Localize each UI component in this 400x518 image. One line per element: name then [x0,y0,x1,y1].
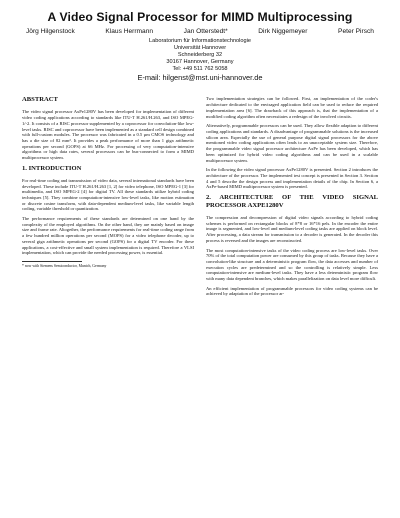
footnote: * now with Siemens Semiconductor, Munich, Germany [22,263,107,268]
right-column [206,96,378,301]
paragraph: Two implementation strategies can be followed. First, an implementation of the coder's architecture dedicated to the envisaged application field can be used to reduce the required implementation area [6]. The drawback of this approach is, that the implementation of a modified coding algorithm often necessitates a redesign of the involved circuits. [206,96,378,119]
author: Jörg Hilgenstock [26,28,75,35]
paragraph: The compression and decompression of digital video signals according to hybrid coding schemes is performed on rectangular blocks of 8*8 or 16*16 pels. In the encoder the entire image is segmented, and low-level and medium-level coding tasks are applied on block level. After processing, a data stream for transmission to a decoder is generated. In the decoder this process is reversed and the images are reconstructed. [206,215,378,243]
email-address: E-mail: hilgenst@mst.uni-hannover.de [137,73,263,83]
footnote-divider [22,261,82,262]
body-columns [22,96,378,301]
paper-title: A Video Signal Processor for MIMD Multiprocessing [47,10,353,24]
paragraph: In the following the video signal processor AxPe1280V is presented. Section 2 introduces the architecture of the processor. The implemented test concept is presented in Section 3. Section 4 and 5 describe the design process and implementation details of the chip. In Section 6, a AxPe-based MIMD multiprocessor system is presented. [206,167,378,190]
abstract-text: The video signal processor AxPe1280V has been developed for implementation of different video coding applications according to standards like ITU-T H.261/H.263, and ISO MPEG-1/-2. It consists of a RISC processor supplemented by a coprocessor for convolution-like low-level tasks. RISC and coprocessor have been implemented as a standard cell design combined with full-custom modules. The processor was fabricated in a 0.5 µm CMOS technology and has a die size of 82 mm². It provides a peak performance of more than 1 giga arithmetic operations per second (GOPS) at 66 MHz. For processing of very computation-intensive algorithms or high data rates, several processors can be bus-connected to form a MIMD multiprocessor system. [22,109,194,161]
author: Jan Otterstedt* [183,28,228,35]
affiliation-line: Laboratorium für Informationstechnologie [149,38,251,44]
affiliation-line: Schneiderberg 32 [177,52,223,59]
author: Klaus Herrmann [105,28,154,35]
paragraph: The most computation-intensive tasks of the video coding process are low-level tasks. Over 70% of the total computation power are consumed by this group of tasks. Because they have a convolution-like structure and a deterministic program flow, the data accesses and number of execution cycles are predetermined and so the controlling is relatively simple. Less computation-intensive are medium-level tasks. They have a less deterministic program flow with many data dependent branches, which makes parallelization on data level more difficult. [206,247,378,282]
paragraph: For real-time coding and transmission of video data, several international standards have been developed. These include ITU-T H.261/H.263 [1, 2] for video telephone, ISO MPEG-1 [3] for multimedia, and ISO MPEG-2 [4] for digital TV. All these standards utilize hybrid coding techniques [5]. They combine computation-intensive low-level tasks, like motion estimation or discrete cosine transform, with data-dependent medium-level tasks, like variable length coding, variable threshold or quantization. [22,177,194,212]
paragraph: Alternatively, programmable processors can be used. They allow flexible adaption to different coding applications and standards. A disadvantage of programmable solutions is the increased silicon area. Especially the use of general purpose digital signal processors for the above mentioned video coding applications often leads to an unacceptable system size. Therefore, the programmable video signal processor architecture AxPe has been developed, which has been optimized for hybrid video coding algorithms and can be used in a scalable multiprocessor system. [206,123,378,163]
author-list [22,28,378,35]
affiliation-line: 30167 Hannover, Germany [166,59,234,66]
introduction-heading: 1. INTRODUCTION [22,164,82,172]
affiliation [22,38,378,82]
author: Peter Pirsch [338,28,374,35]
left-column [22,96,194,301]
affiliation-line: Universität Hannover [173,45,227,52]
section-heading: 2. ARCHITECTURE OF THE VIDEO SIGNAL PROCESSOR AXPE1280V [206,194,378,210]
affiliation-line: Tel: +49 511 762 5058 [172,66,228,73]
paragraph: The performance requirements of these standards are determined on one hand by the complexity of the employed algorithms. On the other hand, they are mainly based on image size and frame rate. Altogether, the performance requirements for real-time coding range from a few hundred million operations per second (MOPS) for a video telephone decoder, up to several giga arithmetic operations per second (GOPS) for a digital TV encoder. For these applications, a cost-effective and small system implementation is required. Therefore a VLSI implementation, which can provide the needed processing power, is essential. [22,216,194,256]
author: Dirk Niggemeyer [258,28,308,35]
paragraph: An efficient implementation of programmable processors for video coding systems can be achieved by adaptation of the processor ar- [206,285,378,297]
abstract-heading: ABSTRACT [22,96,58,104]
